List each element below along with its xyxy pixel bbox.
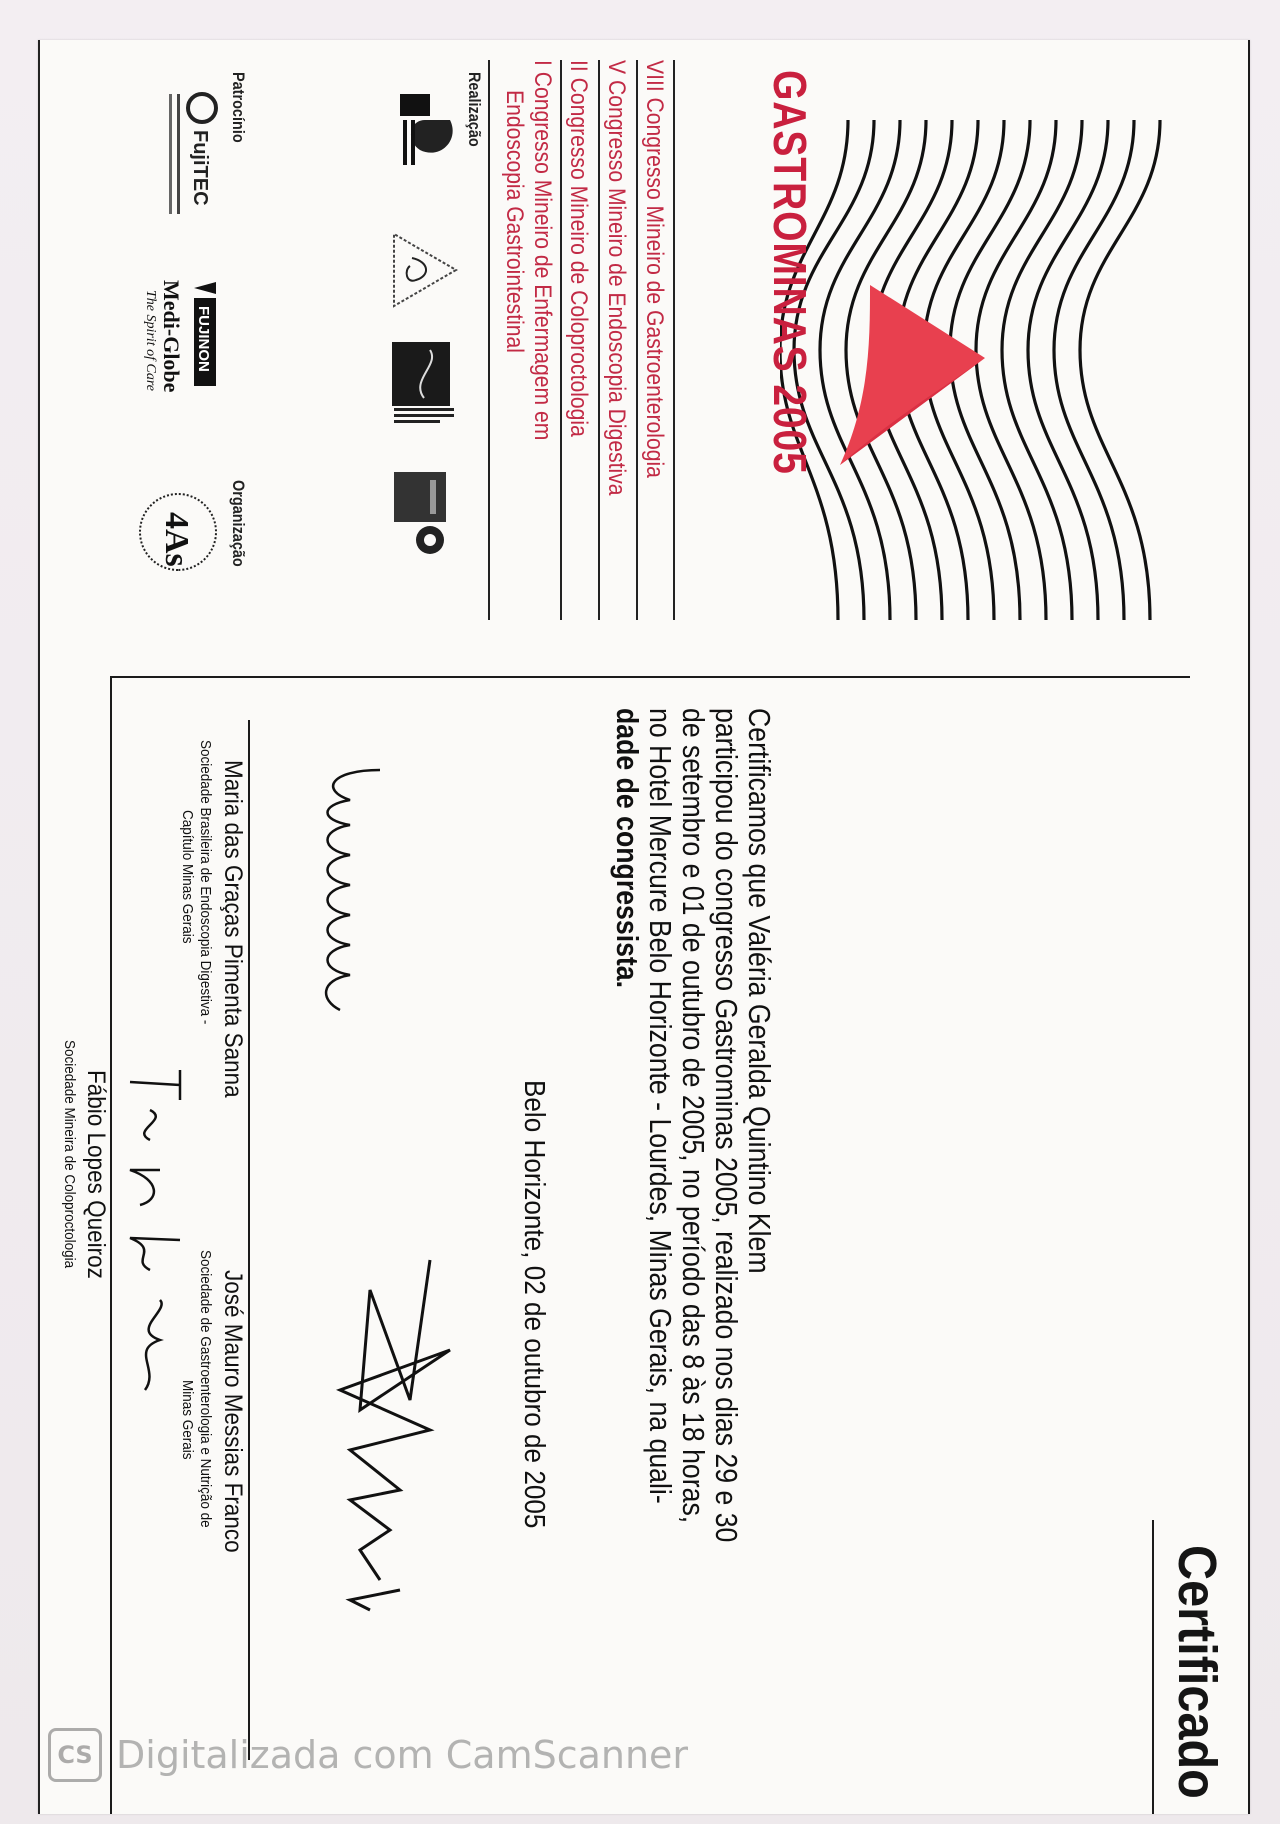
congress-line-5: Endoscopia Gastrointestinal: [501, 90, 528, 353]
signature-rule-2: [248, 720, 250, 1220]
congress-line-3: II Congresso Mineiro de Coloproctologia: [565, 60, 592, 437]
congress-rule-4: [488, 60, 490, 620]
realizacao-logo-1: [390, 90, 460, 170]
patrocinio-label: Patrocínio: [229, 72, 248, 143]
signer-1-name: José Mauro Messias Franco: [219, 1270, 247, 1553]
realizacao-logo-4: [388, 470, 460, 560]
congress-rule-1: [636, 60, 638, 620]
body-line-5: dade de congressista.: [610, 708, 645, 989]
signature-rule-1: [248, 1220, 250, 1760]
realizacao-logo-2: [388, 230, 460, 310]
body-line-4: no Hotel Mercure Belo Horizonte - Lourdes, Minas Gerais, na quali-: [643, 708, 678, 1504]
gastrominas-wave-logo: [780, 100, 1200, 640]
signer-2-org-line-2: Capítulo Minas Gerais: [179, 810, 196, 944]
congress-line-2: V Congresso Mineiro de Endoscopia Digestiva: [603, 60, 630, 496]
fujinon-logo: [190, 280, 220, 390]
svg-text:FUJINON: FUJINON: [195, 306, 212, 372]
signature-jose-mauro: [330, 1250, 470, 1630]
organizer-logo: [130, 490, 220, 580]
medi-globe-logo: [134, 280, 184, 440]
svg-text:4As: 4As: [158, 512, 195, 567]
camscanner-icon: CS: [48, 1728, 102, 1782]
top-right-rule: [1152, 1520, 1154, 1814]
congress-rule-2: [598, 60, 600, 620]
medi-globe-tagline: The Spirit of Care: [143, 290, 158, 391]
place-and-date: Belo Horizonte, 02 de outubro de 2005: [518, 1080, 550, 1529]
body-line-3: de setembro e 01 de outubro de 2005, no período das 8 às 18 horas,: [676, 708, 711, 1524]
signer-2-name: Maria das Graças Pimenta Sanna: [219, 760, 247, 1098]
signer-1-org-line-2: Minas Gerais: [179, 1380, 196, 1460]
signer-1-org-line-1: Sociedade de Gastroenterologia e Nutrição de: [197, 1250, 214, 1528]
signer-2-org-line-1: Sociedade Brasileira de Endoscopia Digestiva -: [197, 740, 214, 1025]
certificate-content: [40, 40, 1250, 1814]
signature-rule-3: [110, 1010, 112, 1460]
certificate-heading: Certificado: [1167, 1545, 1227, 1799]
sbed-logo: [388, 340, 460, 430]
signature-fabio: [110, 1060, 200, 1420]
congress-rule-3: [560, 60, 562, 620]
title-rule: [673, 60, 675, 620]
congress-line-1: VIII Congresso Mineiro de Gastroenterologia: [641, 60, 668, 478]
camscanner-watermark: [48, 1725, 688, 1785]
gastrominas-title: GASTROMINAS 2005: [764, 70, 816, 475]
top-border-line: [1248, 40, 1250, 1814]
signer-3-org-line-1: Sociedade Mineira de Coloproctologia: [61, 1040, 78, 1269]
camscanner-text: Digitalizada com CamScanner: [116, 1733, 689, 1777]
svg-text:FujiTEC: FujiTEC: [189, 130, 211, 206]
body-line-2: participou do congresso Gastrominas 2005, realizado nos dias 29 e 30: [709, 708, 744, 1543]
divider-vertical-line: [110, 676, 1190, 678]
organizacao-label: Organização: [229, 480, 248, 567]
medi-globe-name: Medi-Globe: [159, 280, 184, 393]
signature-maria-gracas: [290, 760, 410, 1020]
body-line-1: Certificamos que Valéria Geralda Quintino Klem: [742, 708, 777, 1274]
signer-3-name: Fábio Lopes Queiroz: [82, 1070, 110, 1279]
realizacao-label: Realização: [465, 72, 484, 147]
congress-line-4: I Congresso Mineiro de Enfermagem em: [529, 60, 556, 441]
fujitec-logo: [160, 90, 220, 220]
